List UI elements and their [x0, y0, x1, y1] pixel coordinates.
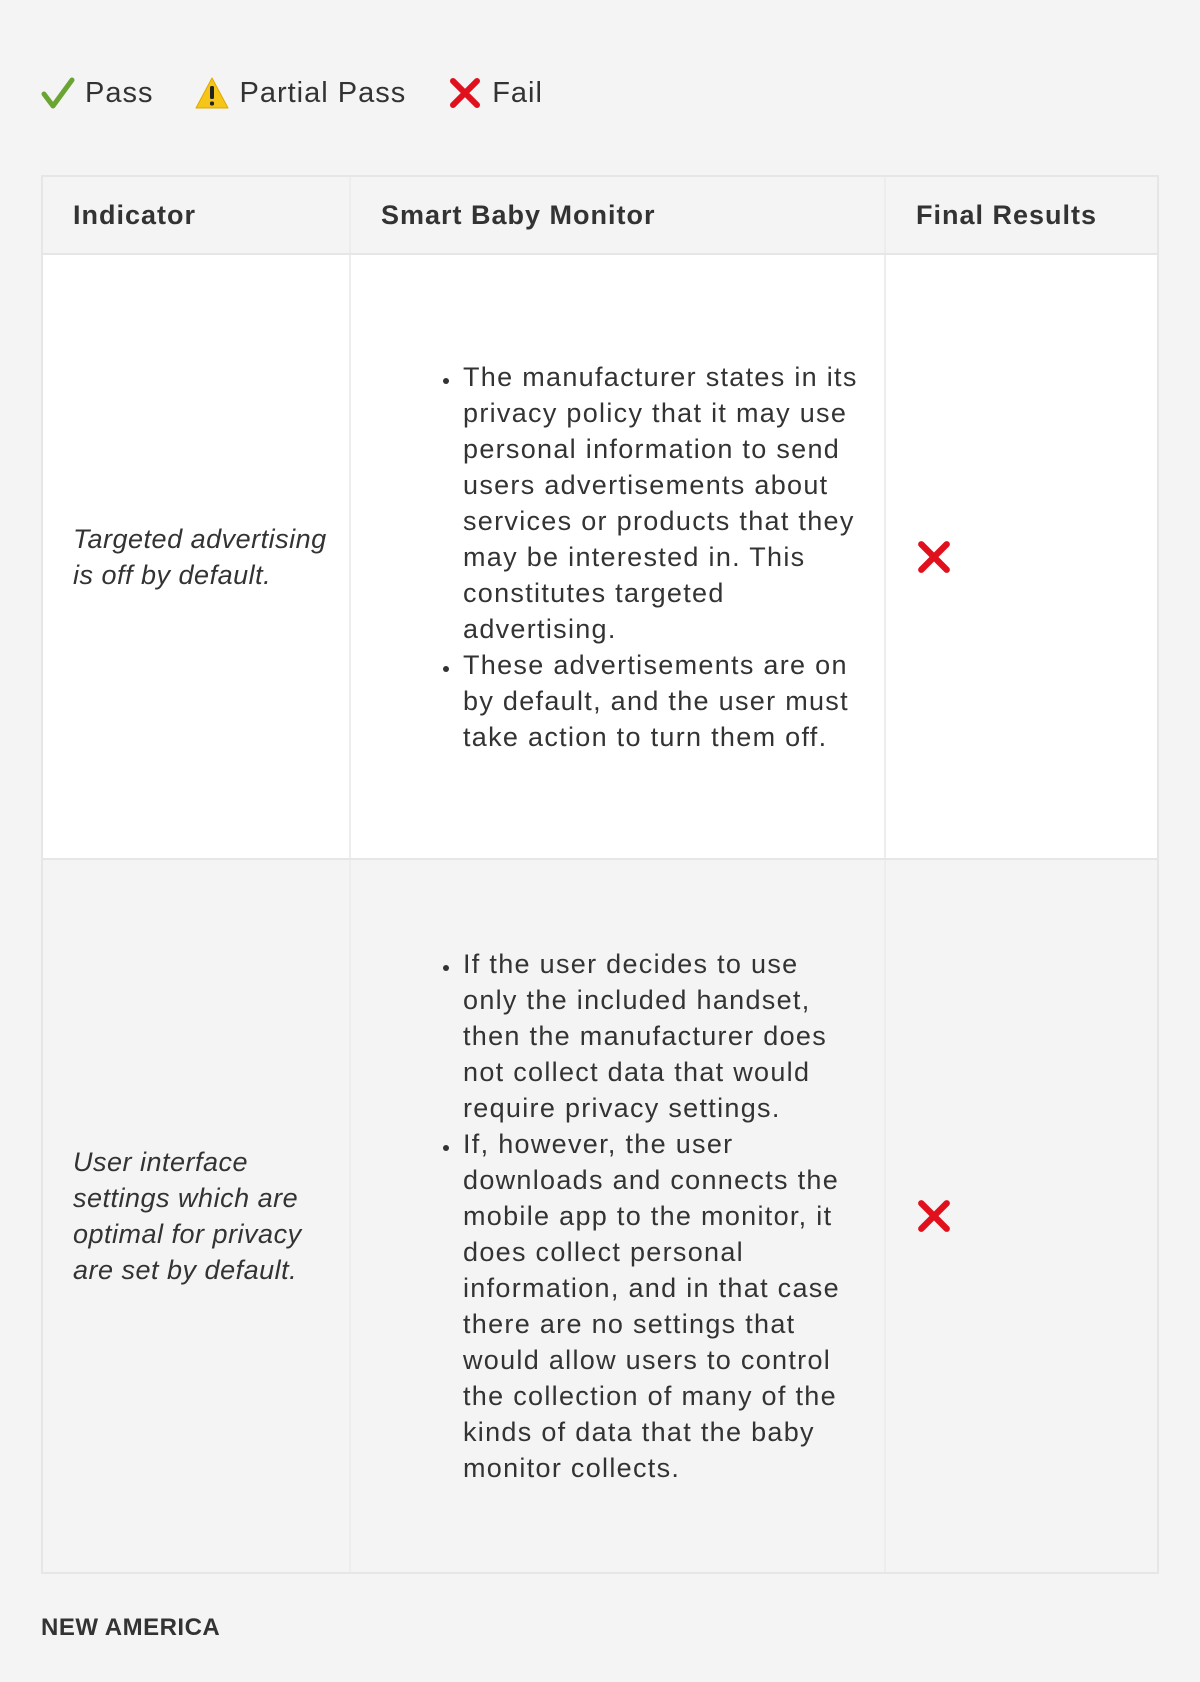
legend-label-partial-pass: Partial Pass	[239, 77, 407, 109]
result-cell	[886, 860, 1157, 1572]
header-smart-baby-monitor: Smart Baby Monitor	[351, 177, 886, 253]
header-indicator: Indicator	[43, 177, 351, 253]
table-row	[43, 255, 1157, 860]
fail-cross-icon	[916, 539, 952, 575]
description-point: • If the user decides to use only the included handset, then the manufacturer does not collect data that would require privacy settings.	[461, 946, 861, 1126]
cross-icon	[448, 76, 482, 110]
brand-logo-text: NEW AMERICA	[41, 1614, 221, 1641]
results-table	[41, 175, 1159, 1574]
legend-item-pass	[41, 76, 153, 110]
description-cell	[351, 255, 886, 858]
check-icon	[41, 76, 75, 110]
description-list	[461, 946, 861, 1486]
description-cell	[351, 860, 886, 1572]
table-row	[43, 860, 1157, 1572]
legend-label-pass: Pass	[85, 77, 154, 109]
legend-label-fail: Fail	[492, 77, 543, 109]
description-point: • These advertisements are on by default, and the user must take action to turn them off.	[461, 647, 861, 755]
indicator-text: User interface settings which are optimal for privacy are set by default.	[73, 1147, 302, 1285]
description-point: • The manufacturer states in its privacy policy that it may use personal information to send users advertisements about services or products that they may be interested in. This constitutes targeted advertising.	[461, 359, 861, 647]
table-header-row	[43, 177, 1157, 255]
description-point: • If, however, the user downloads and connects the mobile app to the monitor, it does collect personal information, and in that case there are no settings that would allow users to control the collection of many of the kinds of data that the baby monitor collects.	[461, 1126, 861, 1486]
result-cell	[886, 255, 1157, 858]
description-list	[461, 359, 861, 755]
indicator-cell	[43, 860, 351, 1572]
fail-cross-icon	[916, 1198, 952, 1234]
indicator-cell	[43, 255, 351, 858]
legend-item-fail	[448, 76, 543, 110]
legend	[41, 76, 585, 110]
legend-item-partial-pass	[195, 76, 406, 110]
indicator-text: Targeted advertising is off by default.	[73, 523, 327, 590]
header-final-results: Final Results	[916, 199, 1098, 230]
warning-icon	[195, 76, 229, 110]
